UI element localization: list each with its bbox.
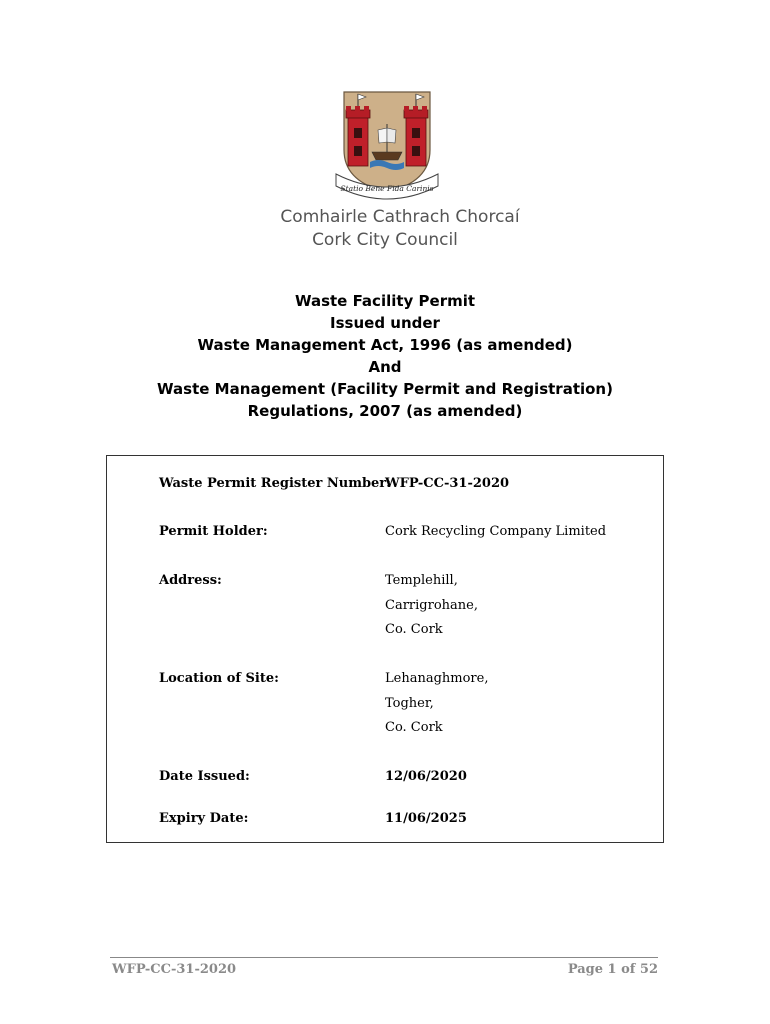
location-line: Lehanaghmore, [385, 671, 489, 686]
title-line: Waste Facility Permit [294, 292, 476, 310]
cork-city-crest-logo [332, 88, 442, 204]
title-line: And [368, 358, 402, 376]
permit-holder-value: Cork Recycling Company Limited [385, 524, 607, 539]
expiry-date-value: 11/06/2025 [385, 811, 467, 826]
footer-divider [110, 957, 658, 958]
permit-holder-label: Permit Holder: [159, 524, 268, 539]
footer-permit-number: WFP-CC-31-2020 [112, 962, 237, 977]
title-line: Issued under [330, 314, 440, 332]
address-label: Address: [159, 573, 222, 588]
footer-page-number: Page 1 of 52 [567, 962, 658, 977]
location-label: Location of Site: [159, 671, 279, 686]
date-issued-label: Date Issued: [159, 769, 250, 784]
location-value [385, 671, 488, 745]
title-line: Regulations, 2007 (as amended) [247, 402, 523, 420]
address-value [385, 573, 478, 647]
expiry-date-label: Expiry Date: [159, 811, 249, 826]
address-line: Co. Cork [385, 622, 443, 637]
council-name-english: Cork City Council [312, 230, 458, 250]
register-number-value: WFP-CC-31-2020 [385, 476, 510, 491]
title-line: Waste Management Act, 1996 (as amended) [197, 336, 573, 354]
address-line: Carrigrohane, [385, 597, 478, 613]
address-line: Templehill, [385, 573, 458, 588]
title-line: Waste Management (Facility Permit and Registration) [157, 380, 613, 398]
register-number-label: Waste Permit Register Number: [159, 476, 391, 491]
location-line: Togher, [385, 695, 434, 711]
permit-title [0, 290, 770, 422]
date-issued-value: 12/06/2020 [385, 769, 467, 784]
permit-details-box [106, 455, 664, 843]
location-line: Co. Cork [385, 720, 443, 735]
council-name-irish: Comhairle Cathrach Chorcaí [280, 207, 520, 227]
svg-text:Statio Bene Fida Carinis: Statio Bene Fida Carinis [340, 184, 434, 193]
